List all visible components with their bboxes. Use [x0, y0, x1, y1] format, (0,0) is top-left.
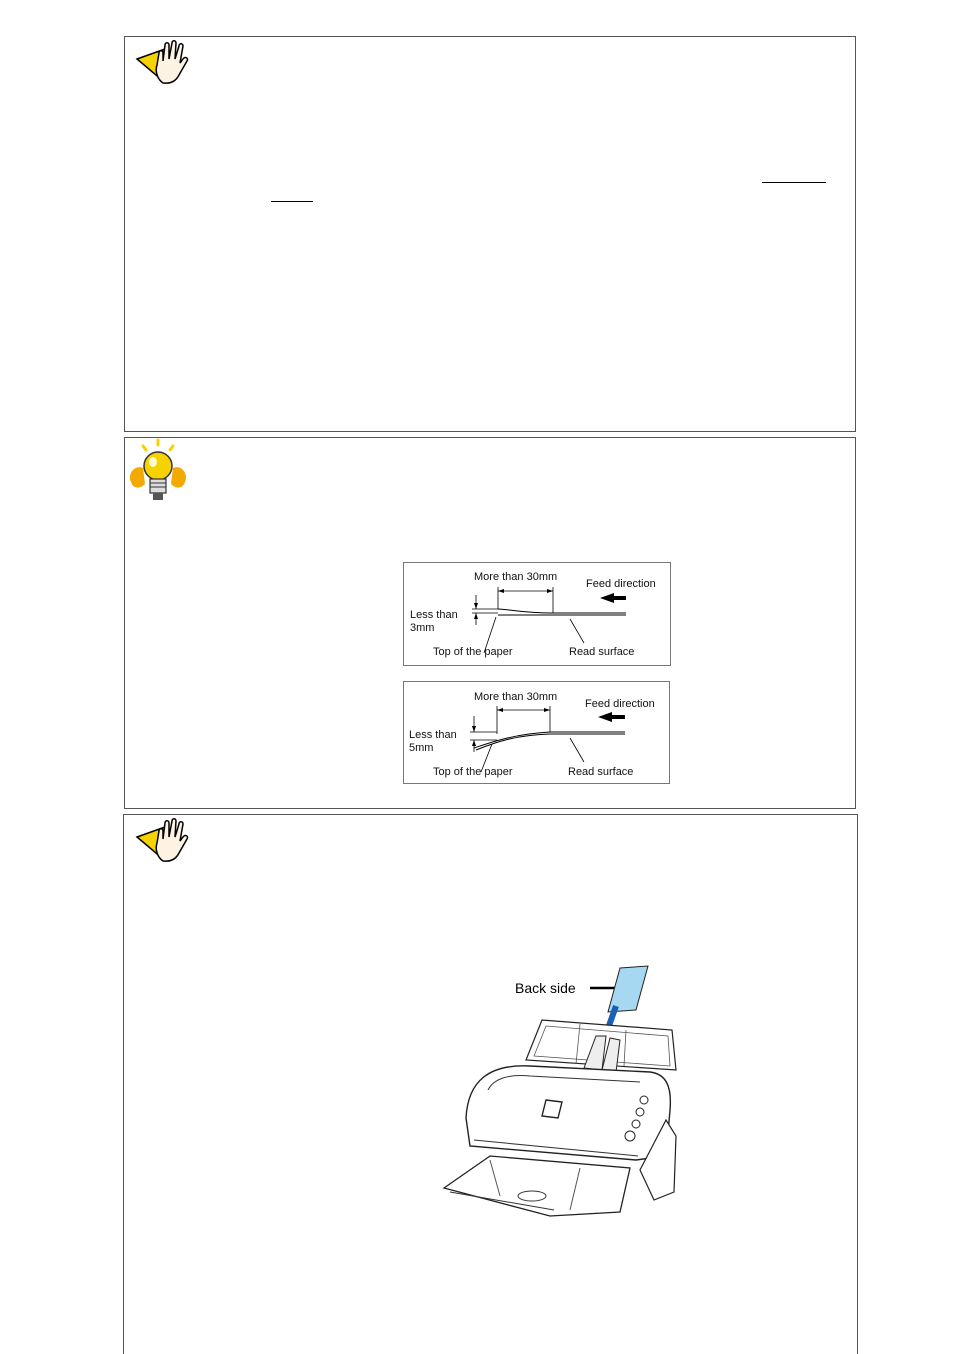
feed-direction-label: Feed direction: [585, 698, 655, 710]
lightbulb-hint-icon: [125, 438, 191, 506]
link-underline[interactable]: [271, 201, 313, 202]
height-label: Less than 5mm: [409, 729, 457, 754]
paper-top-label: Top of the paper: [433, 766, 513, 778]
link-underline[interactable]: [762, 182, 826, 183]
attention-panel-1: [124, 36, 856, 432]
read-surface-label: Read surface: [568, 766, 634, 778]
feed-direction-label: Feed direction: [586, 578, 656, 590]
attention-hand-icon: [135, 39, 191, 85]
length-label: More than 30mm: [474, 571, 558, 583]
read-surface-label: Read surface: [569, 646, 635, 658]
length-label: More than 30mm: [474, 691, 558, 703]
attention-hand-icon: [135, 817, 191, 863]
curl-diagram-5mm: [403, 681, 670, 784]
height-label: Less than 3mm: [410, 609, 458, 634]
paper-top-label: Top of the paper: [433, 646, 513, 658]
curl-diagram-3mm: [403, 562, 671, 666]
back-side-label: Back side: [515, 980, 576, 996]
scanner-illustration: [430, 960, 690, 1220]
